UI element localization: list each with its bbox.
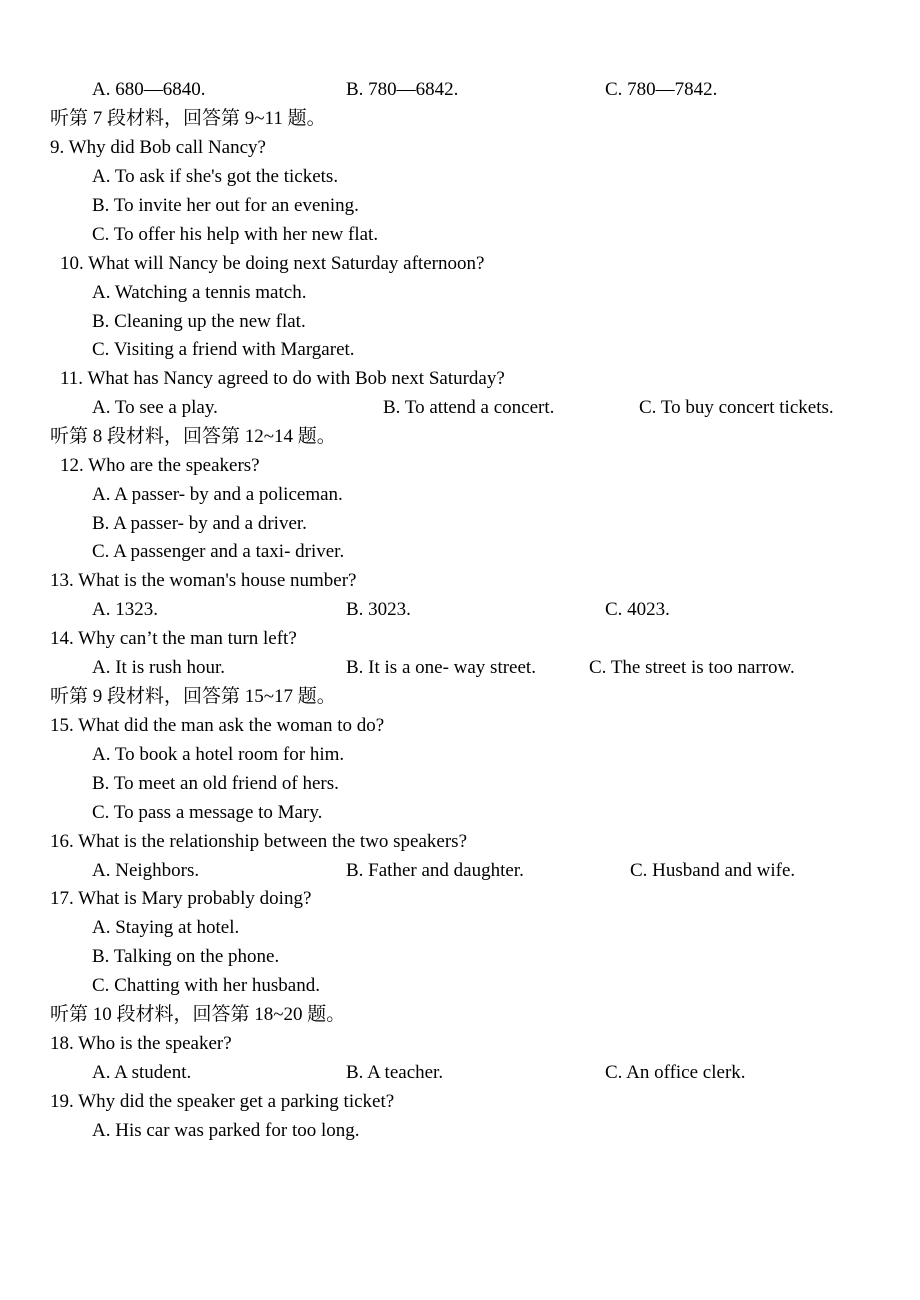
question: 17. What is Mary probably doing?: [50, 888, 312, 909]
question: 19. Why did the speaker get a parking ticket?: [50, 1091, 395, 1112]
option-c: C. 780—7842.: [605, 79, 718, 100]
option-b: B. To invite her out for an evening.: [92, 195, 359, 216]
section-heading: 听第 8 段材料，回答第 12~14 题。: [50, 426, 336, 447]
option-c: C. To buy concert tickets.: [639, 397, 834, 418]
option-c: C. 4023.: [605, 599, 670, 620]
question: 13. What is the woman's house number?: [50, 570, 357, 591]
option-c: C. The street is too narrow.: [589, 657, 795, 678]
question: 9. Why did Bob call Nancy?: [50, 137, 266, 158]
option-a: A. To book a hotel room for him.: [92, 744, 345, 765]
question: 14. Why can’t the man turn left?: [50, 628, 297, 649]
question: 16. What is the relationship between the two speakers?: [50, 831, 467, 852]
option-b: B. Father and daughter.: [346, 860, 524, 881]
option-b: B. To meet an old friend of hers.: [92, 773, 339, 794]
option-c: C. Visiting a friend with Margaret.: [92, 339, 355, 360]
option-b: B. A teacher.: [346, 1062, 444, 1083]
option-b: B. 780—6842.: [346, 79, 459, 100]
section-heading: 听第 9 段材料，回答第 15~17 题。: [50, 686, 336, 707]
option-a: A. Staying at hotel.: [92, 917, 240, 938]
option-a: A. It is rush hour.: [92, 657, 225, 678]
option-a: A. To see a play.: [92, 397, 218, 418]
option-b: B. Talking on the phone.: [92, 946, 280, 967]
question: 12. Who are the speakers?: [60, 455, 260, 476]
question: 18. Who is the speaker?: [50, 1033, 232, 1054]
option-a: A. A student.: [92, 1062, 192, 1083]
question: 10. What will Nancy be doing next Saturday afternoon?: [60, 253, 485, 274]
option-a: A. To ask if she's got the tickets.: [92, 166, 339, 187]
option-c: C. An office clerk.: [605, 1062, 746, 1083]
option-a: A. A passer- by and a policeman.: [92, 484, 343, 505]
option-a: A. Watching a tennis match.: [92, 282, 307, 303]
option-c: C. A passenger and a taxi- driver.: [92, 541, 345, 562]
option-a: A. 1323.: [92, 599, 158, 620]
option-c: C. Husband and wife.: [630, 860, 796, 881]
option-c: C. Chatting with her husband.: [92, 975, 320, 996]
option-a: A. Neighbors.: [92, 860, 200, 881]
section-heading: 听第 7 段材料，回答第 9~11 题。: [50, 108, 326, 129]
option-c: C. To pass a message to Mary.: [92, 802, 323, 823]
option-a: A. His car was parked for too long.: [92, 1120, 360, 1141]
option-b: B. To attend a concert.: [383, 397, 555, 418]
option-c: C. To offer his help with her new flat.: [92, 224, 379, 245]
option-b: B. It is a one- way street.: [346, 657, 536, 678]
question: 11. What has Nancy agreed to do with Bob next Saturday?: [60, 368, 505, 389]
option-b: B. Cleaning up the new flat.: [92, 311, 306, 332]
section-heading: 听第 10 段材料，回答第 18~20 题。: [50, 1004, 346, 1025]
option-b: B. A passer- by and a driver.: [92, 513, 307, 534]
option-a: A. 680—6840.: [92, 79, 206, 100]
option-b: B. 3023.: [346, 599, 411, 620]
question: 15. What did the man ask the woman to do?: [50, 715, 385, 736]
